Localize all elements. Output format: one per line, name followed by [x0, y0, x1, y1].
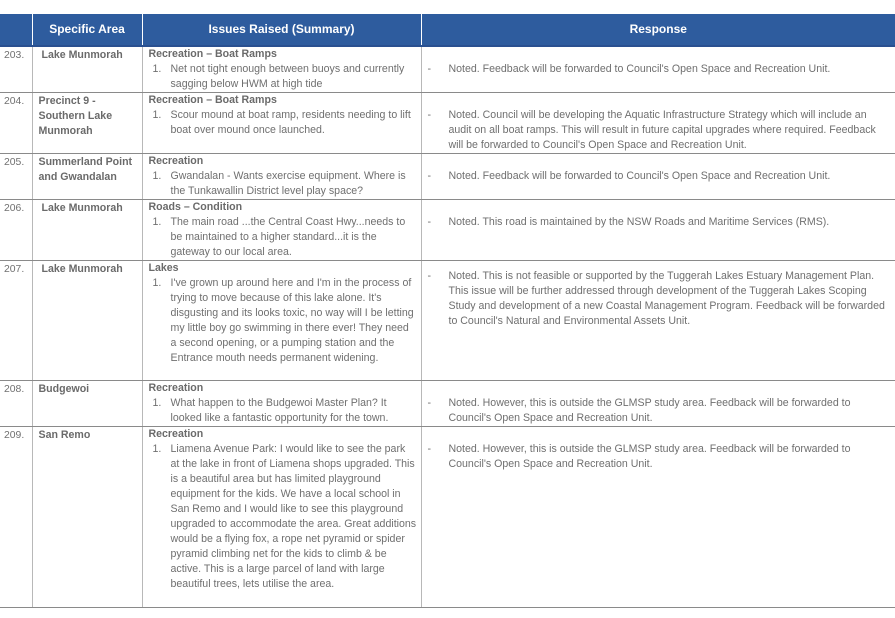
issue-cell: [142, 93, 421, 154]
table-row: [0, 93, 895, 154]
table-row: [0, 261, 895, 381]
issue-item: [149, 62, 417, 92]
response-text: Noted. This is not feasible or supported by the Tuggerah Lakes Estuary Management Plan. This issue will be further addressed through development of the Tuggerah Lakes Scoping Study and development of a new Coastal Management Program. Feedback will be forwarded to Council's Natural and Environmental Assets Unit.: [448, 270, 885, 327]
issue-title: Lakes: [148, 262, 179, 274]
specific-area: Lake Munmorah: [32, 200, 142, 261]
table-header-row: [0, 14, 895, 46]
issue-item-number: 1.: [152, 109, 162, 121]
response-text: Noted. Council will be developing the Aquatic Infrastructure Strategy which will include an audit on all boat ramps. This will result in future capital upgrades where required. Feedback will be forwarded to Council's Open Space and Recreation Unit.: [448, 109, 876, 151]
row-number: 205.: [0, 154, 32, 200]
row-number: 203.: [0, 46, 32, 93]
specific-area: Lake Munmorah: [32, 261, 142, 381]
response-cell: [421, 261, 895, 381]
issue-cell: [142, 46, 421, 93]
response-text: Noted. However, this is outside the GLMSP study area. Feedback will be forwarded to Council's Open Space and Recreation Unit.: [448, 397, 851, 424]
response-cell: [421, 381, 895, 427]
table-row: [0, 200, 895, 261]
issue-item: [149, 215, 417, 260]
table-row: [0, 154, 895, 200]
response-cell: [421, 200, 895, 261]
issue-item-number: 1.: [152, 216, 162, 228]
header-response: Response: [421, 14, 895, 46]
issue-item-number: 1.: [152, 397, 162, 409]
response-dash: -: [427, 109, 432, 121]
response-dash: -: [427, 170, 432, 182]
specific-area: Summerland Point and Gwandalan: [32, 154, 142, 200]
response-text: Noted. Feedback will be forwarded to Council's Open Space and Recreation Unit.: [448, 63, 831, 75]
issue-text: Gwandalan - Wants exercise equipment. Where is the Tunkawallin District level play space?: [170, 170, 406, 197]
issue-title: Recreation: [148, 428, 204, 440]
response-text: Noted. Feedback will be forwarded to Council's Open Space and Recreation Unit.: [448, 170, 831, 182]
response-dash: -: [427, 270, 432, 282]
issue-item: [149, 396, 417, 426]
table-row: [0, 46, 895, 93]
response-cell: [421, 154, 895, 200]
issue-text: The main road ...the Central Coast Hwy...needs to be maintained to a higher standard...it is the gateway to our local area.: [170, 216, 406, 258]
response-dash: -: [427, 443, 432, 455]
consultation-table: [0, 14, 895, 608]
table-row: [0, 427, 895, 608]
issue-cell: [142, 381, 421, 427]
row-number: 206.: [0, 200, 32, 261]
issue-item: [149, 442, 417, 592]
issue-text: Net not tight enough between buoys and currently sagging below HWM at high tide: [170, 63, 405, 90]
issue-title: Recreation – Boat Ramps: [148, 48, 277, 60]
row-number: 207.: [0, 261, 32, 381]
issue-item: [149, 108, 417, 138]
issue-item-number: 1.: [152, 443, 162, 455]
issue-text: Scour mound at boat ramp, residents needing to lift boat over mound once launched.: [170, 109, 411, 136]
response-dash: -: [427, 397, 432, 409]
response-cell: [421, 46, 895, 93]
response-cell: [421, 427, 895, 608]
header-issues-raised: Issues Raised (Summary): [142, 14, 421, 46]
specific-area: San Remo: [32, 427, 142, 608]
header-number: [0, 14, 32, 46]
row-number: 208.: [0, 381, 32, 427]
specific-area: Budgewoi: [32, 381, 142, 427]
table-row: [0, 381, 895, 427]
response-dash: -: [427, 216, 432, 228]
issue-title: Recreation – Boat Ramps: [148, 94, 277, 106]
issue-title: Recreation: [148, 155, 204, 167]
issue-title: Recreation: [148, 382, 204, 394]
issue-text: Liamena Avenue Park: I would like to see the park at the lake in front of Liamena shops upgraded. This is a beautiful area but has limited playground equipment for the kids. We have a local school in San Remo and I would like to see this playground upgraded to accommodate the area. Great additions would be a flying fox, a rope net pyramid or spider pyramid climbing net for the kids to climb & be active. This is a large parcel of land with large beautiful trees, lets utilise the area.: [170, 443, 417, 590]
issue-title: Roads – Condition: [148, 201, 243, 213]
issue-item: [149, 169, 417, 199]
response-text: Noted. However, this is outside the GLMSP study area. Feedback will be forwarded to Council's Open Space and Recreation Unit.: [448, 443, 851, 470]
header-specific-area: Specific Area: [32, 14, 142, 46]
row-number: 209.: [0, 427, 32, 608]
issue-cell: [142, 154, 421, 200]
issue-text: What happen to the Budgewoi Master Plan? It looked like a fantastic opportunity for the town.: [170, 397, 389, 424]
response-dash: -: [427, 63, 432, 75]
response-text: Noted. This road is maintained by the NSW Roads and Maritime Services (RMS).: [448, 216, 830, 228]
row-number: 204.: [0, 93, 32, 154]
issue-text: I've grown up around here and I'm in the process of trying to move because of this lake alone. It's disgusting and its looks toxic, no way will I be letting my little boy go swimming in there ever! They need a second opening, or a pumping station and the Entrance mouth needs permanent widening.: [170, 277, 414, 364]
response-cell: [421, 93, 895, 154]
issue-cell: [142, 427, 421, 608]
issue-item-number: 1.: [152, 277, 162, 289]
issue-item: [149, 276, 417, 366]
specific-area: Lake Munmorah: [32, 46, 142, 93]
issue-cell: [142, 261, 421, 381]
specific-area: Precinct 9 - Southern Lake Munmorah: [32, 93, 142, 154]
issue-item-number: 1.: [152, 170, 162, 182]
issue-item-number: 1.: [152, 63, 162, 75]
issue-cell: [142, 200, 421, 261]
